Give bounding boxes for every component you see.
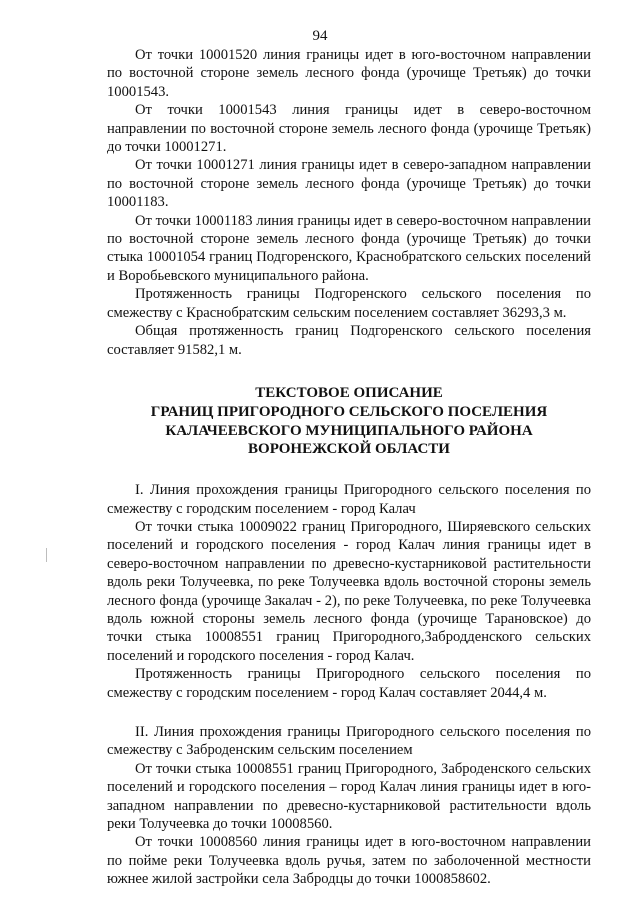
document-body (107, 46, 591, 889)
paragraph: От точки 10001271 линия границы идет в северо-западном направлении по восточной стороне земель лесного фонда (урочище Третьяк) до точки 10001183. (107, 157, 591, 211)
heading-line: ВОРОНЕЖСКОЙ ОБЛАСТИ (248, 441, 450, 458)
paragraph: Протяженность границы Подгоренского сельского поселения по смежеству с Краснобратским сельским поселением составляет 36293,3 м. (107, 286, 591, 321)
heading-line: КАЛАЧЕЕВСКОГО МУНИЦИПАЛЬНОГО РАЙОНА (165, 422, 533, 439)
heading-line: ТЕКСТОВОЕ ОПИСАНИЕ (255, 384, 443, 401)
section-title: I. Линия прохождения границы Пригородного сельского поселения по смежеству с городским поселением - город Калач (107, 482, 591, 517)
section-title: II. Линия прохождения границы Пригородного сельского поселения по смежеству с Заброденским сельским поселением (107, 723, 591, 759)
margin-mark (46, 548, 47, 562)
page-number: 94 (312, 28, 328, 44)
paragraph: От точки стыка 10009022 границ Пригородного, Ширяевского сельских поселений и городского поселения - город Калач линия границы идет в северо-восточном направлении по древесно-кустарниковой растительности вдоль реки Толучеевка, по реке Толучеевка вдоль восточной стороны земель лесного фонда (урочище Закалач - 2), по реке Толучеевка, по реке Толучеевка вдоль южной стороны земель лесного фонда (урочище Тарановское) до точки стыка 10008551 границ Пригородного,Забродденского сельских поселений и городского поселения - город Калач. (107, 518, 591, 664)
section-gap (107, 702, 591, 723)
paragraph: От точки 10001183 линия границы идет в северо-восточном направлении по восточной стороне земель лесного фонда (урочище Третьяк) до точки стыка 10001054 границ Подгоренского, Краснобратского сельских поселений и Воробьевского муниципального района. (107, 212, 591, 284)
paragraph: От точки 10008560 линия границы идет в юго-восточном направлении по пойме реки Толучеевка вдоль ручья, затем по заболоченной местности южнее жилой застройки села Забродцы до точки 1000858602. (107, 834, 591, 888)
paragraph: От точки 10001520 линия границы идет в юго-восточном направлении по восточной стороне земель лесного фонда (урочище Третьяк) до точки 10001543. (107, 47, 591, 100)
paragraph: Протяженность границы Пригородного сельского поселения по смежеству с городским поселением - город Калач составляет 2044,4 м. (107, 666, 591, 701)
paragraph: От точки 10001543 линия границы идет в северо-восточном направлении по восточной стороне земель лесного фонда (урочище Третьяк) до точки 10001271. (107, 102, 591, 156)
paragraph: От точки стыка 10008551 границ Пригородного, Заброденского сельских поселений и городского поселения – город Калач линия границы идет в юго-западном направлении по древесно-кустарниковой растительности вдоль реки Толучеевка до точки 10008560. (107, 760, 591, 832)
section-heading (107, 384, 591, 459)
paragraph: Общая протяженность границ Подгоренского сельского поселения составляет 91582,1 м. (107, 323, 591, 358)
heading-line: ГРАНИЦ ПРИГОРОДНОГО СЕЛЬСКОГО ПОСЕЛЕНИЯ (150, 403, 548, 420)
